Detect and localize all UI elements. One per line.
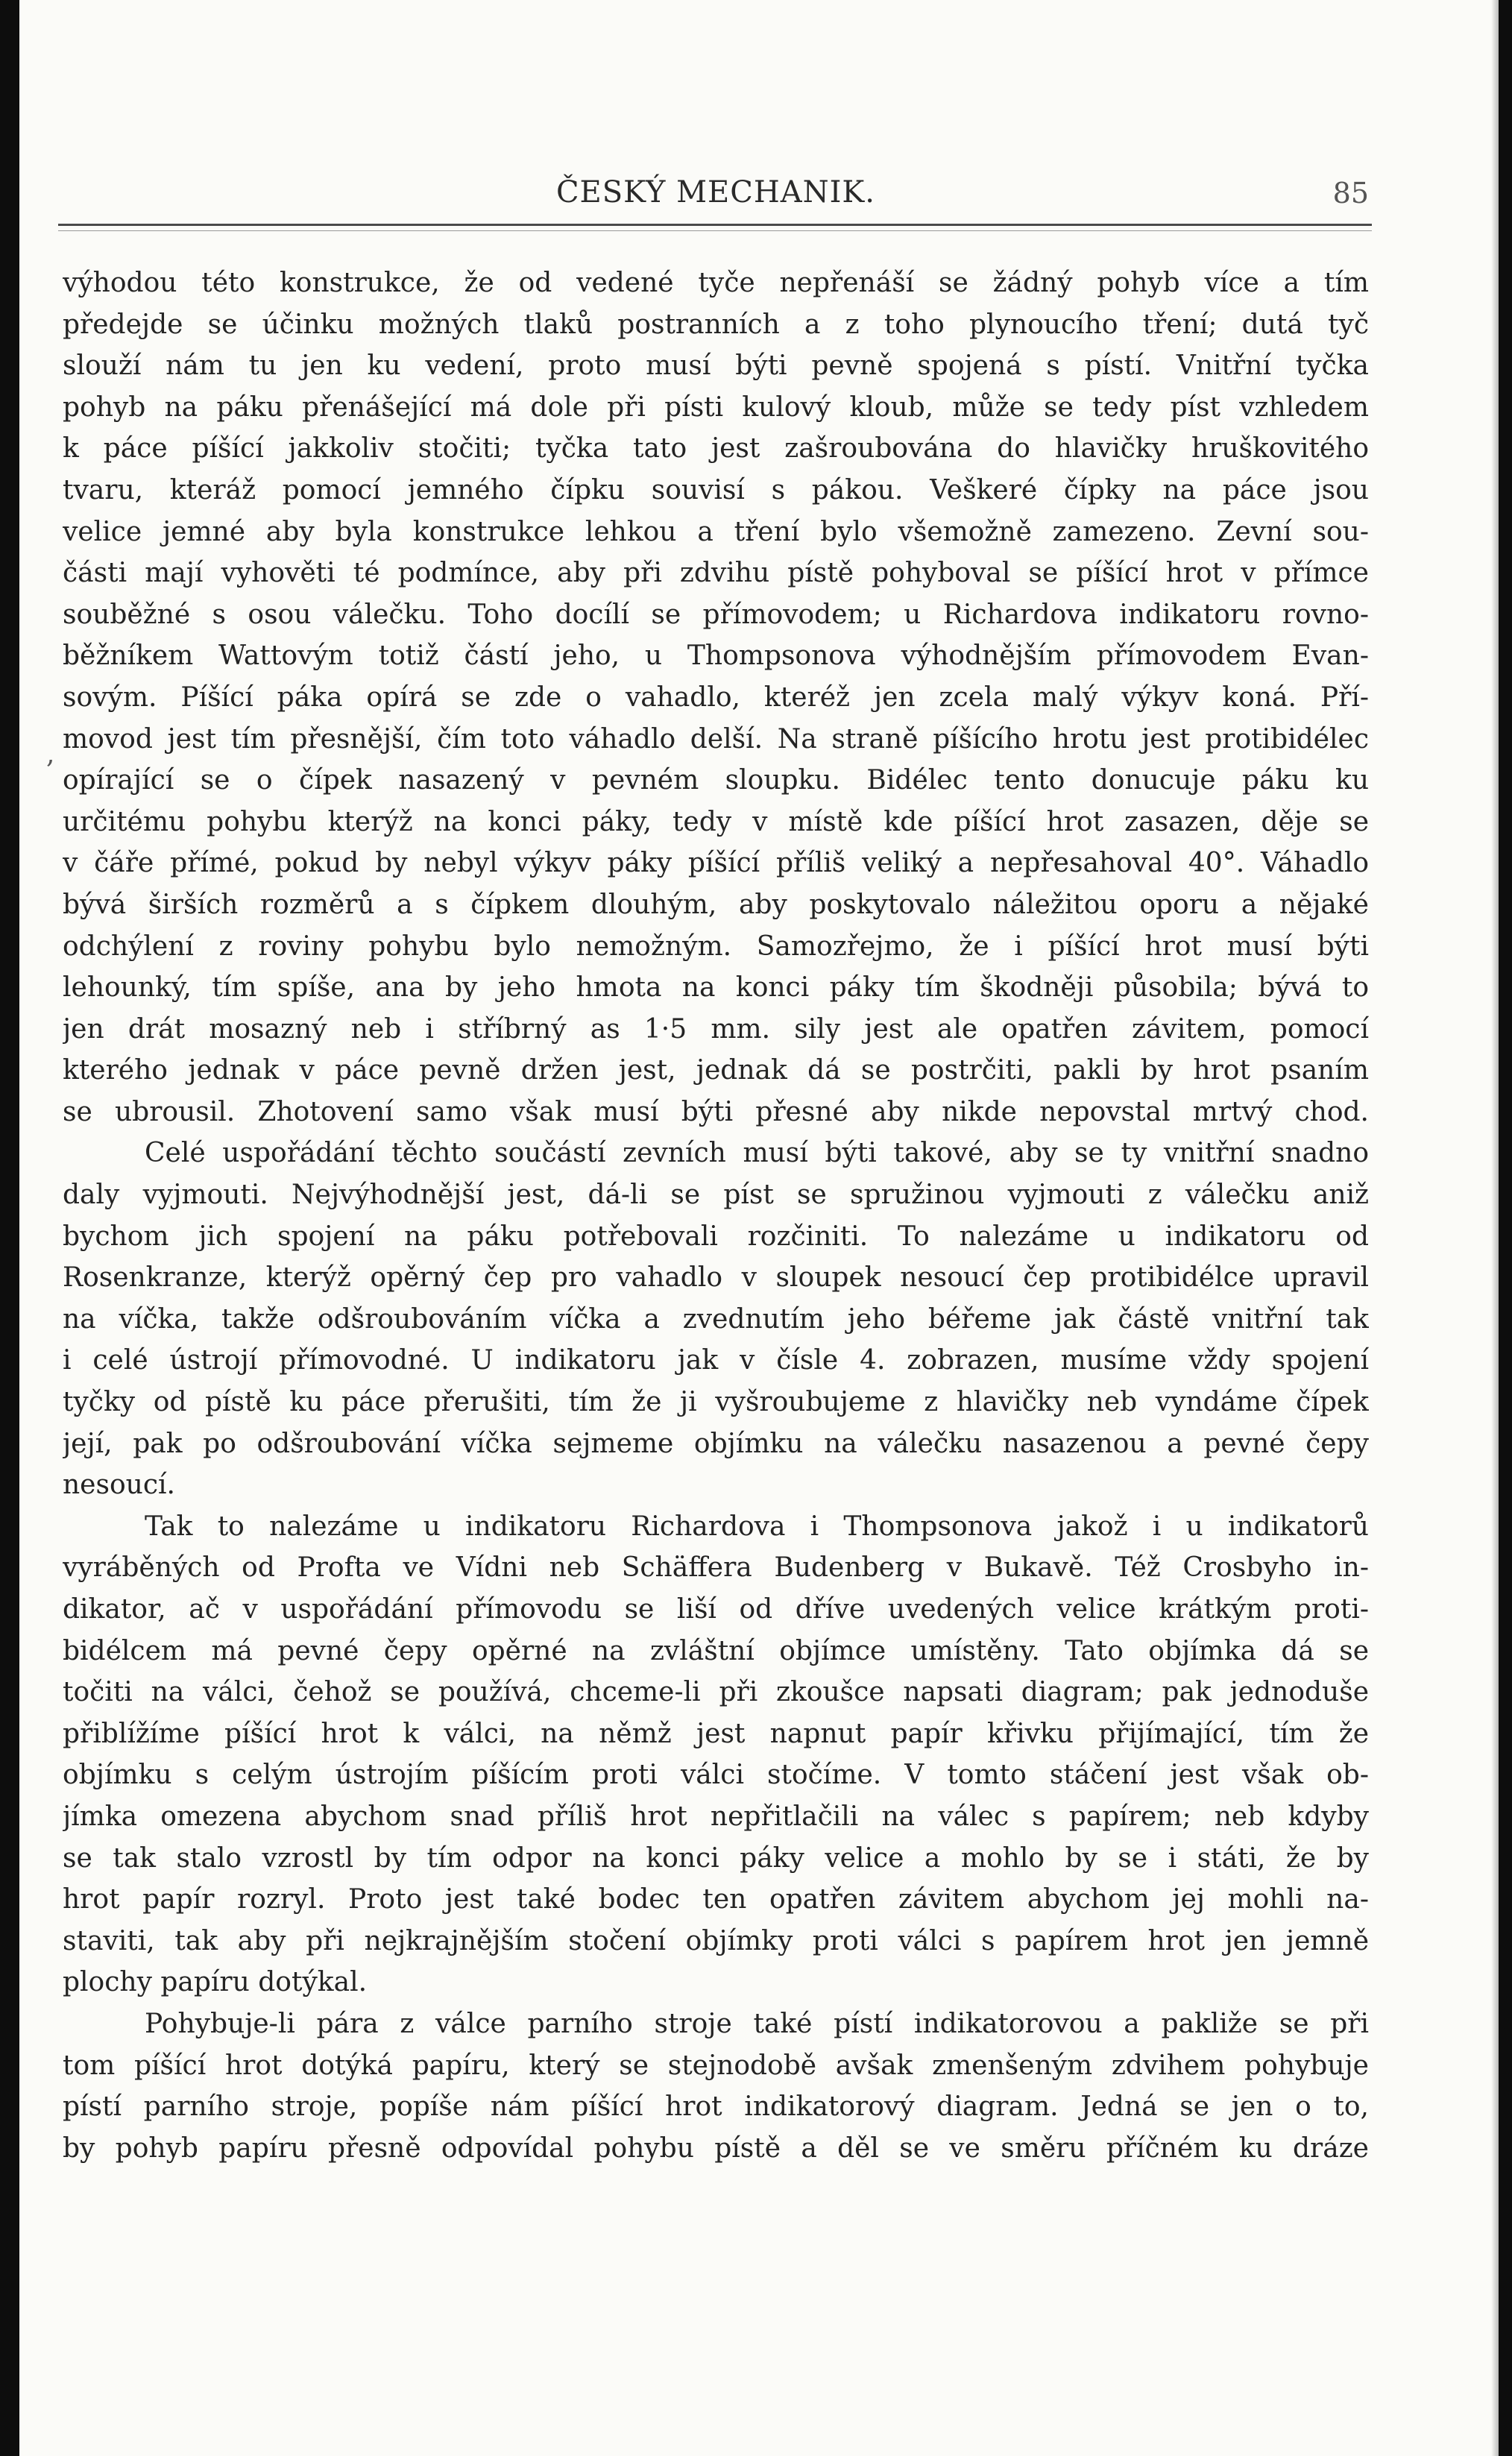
- text-line: i celé ústrojí přímovodné. U indikatoru jak v čísle 4. zobrazen, musíme vždy spojení: [63, 1345, 1369, 1376]
- paragraph-end-line: nesoucí.: [63, 1470, 175, 1501]
- text-line: části mají vyhověti té podmínce, aby při zdvihu pístě pohyboval se píšící hrot v přímce: [63, 558, 1369, 589]
- paragraph-end-line: plochy papíru dotýkal.: [63, 1967, 368, 1998]
- text-line: k páce píšící jakkoliv stočiti; tyčka tato jest zašroubována do hlavičky hruškovitého: [63, 433, 1369, 465]
- text-line: tom píšící hrot dotýká papíru, který se stejnodobě avšak zmenšeným zdvihem pohybuje: [63, 2050, 1369, 2081]
- running-header: [63, 175, 1369, 217]
- paragraph-start-line: Celé uspořádání těchto součástí zevních musí býti takové, aby se ty vnitřní snadno: [145, 1138, 1369, 1169]
- text-line: určitému pohybu kterýž na konci páky, tedy v místě kde píšící hrot zasazen, děje se: [63, 806, 1369, 837]
- text-line: se tak stalo vzrostl by tím odpor na konci páky velice a mohlo by se i státi, že by: [63, 1842, 1369, 1874]
- text-line: souběžné s osou válečku. Toho docílí se přímovodem; u Richardova indikatoru rovno-: [63, 599, 1369, 630]
- scan-edge-right: [1499, 0, 1512, 2456]
- text-line: přiblížíme píšící hrot k válci, na němž jest napnut papír křivku přijímající, tím že: [63, 1718, 1369, 1749]
- text-line: slouží nám tu jen ku vedení, proto musí býti pevně spojená s pístí. Vnitřní tyčka: [63, 350, 1369, 382]
- text-line: objímku s celým ústrojím píšícím proti válci stočíme. V tomto stáčení jest však ob-: [63, 1760, 1369, 1791]
- text-line: se ubrousil. Zhotovení samo však musí býti přesné aby nikde nepovstal mrtvý chod.: [63, 1096, 1369, 1127]
- text-line: tyčky od pístě ku páce přerušiti, tím že ji vyšroubujeme z hlavičky neb vyndáme čípek: [63, 1387, 1369, 1418]
- scan-edge-left: [0, 0, 19, 2456]
- text-line: bychom jich spojení na páku potřebovali rozčiniti. To nalezáme u indikatoru od: [63, 1221, 1369, 1252]
- text-line: bidélcem má pevné čepy opěrné na zvláštní objímce umístěny. Tato objímka dá se: [63, 1635, 1369, 1666]
- text-line: hrot papír rozryl. Proto jest také bodec ten opatřen závitem abychom jej mohli na-: [63, 1884, 1369, 1915]
- text-line: movod jest tím přesnější, čím toto váhadlo delší. Na straně píšícího hrotu jest protibidélec: [63, 723, 1369, 755]
- text-line: kterého jednak v páce pevně držen jest, jednak dá se postrčiti, pakli by hrot psaním: [63, 1055, 1369, 1086]
- text-line: lehounký, tím spíše, ana by jeho hmota na konci páky tím škodněji působila; bývá to: [63, 972, 1369, 1004]
- running-title: ČESKÝ MECHANIK.: [555, 175, 876, 210]
- text-line: pohyb na páku přenášející má dole při písti kulový kloub, může se tedy píst vzhledem: [63, 391, 1369, 423]
- text-line: bývá širších rozměrů a s čípkem dlouhým, aby poskytovalo náležitou oporu a nějaké: [63, 889, 1369, 920]
- text-line: sovým. Píšící páka opírá se zde o vahadlo, kteréž jen zcela malý výkyv koná. Pří-: [63, 681, 1369, 713]
- body-text: [63, 262, 1369, 2169]
- text-line: jímka omezena abychom snad příliš hrot nepřitlačili na válec s papírem; neb kdyby: [63, 1801, 1369, 1832]
- text-line: odchýlení z roviny pohybu bylo nemožným. Samozřejmo, že i píšící hrot musí býti: [63, 931, 1369, 962]
- text-line: staviti, tak aby při nejkrajnějším stočení objímky proti válci s papírem hrot jen jemně: [63, 1925, 1369, 1956]
- paragraph-start-line: Pohybuje-li pára z válce parního stroje také pístí indikatorovou a pakliže se při: [145, 2008, 1369, 2039]
- text-line: Rosenkranze, kterýž opěrný čep pro vahadlo v sloupek nesoucí čep protibidélce upravil: [63, 1262, 1369, 1294]
- text-line: předejde se účinku možných tlaků postranních a z toho plynoucího tření; dutá tyč: [63, 309, 1369, 340]
- text-line: daly vyjmouti. Nejvýhodnější jest, dá-li se píst se spružinou vyjmouti z válečku aniž: [63, 1180, 1369, 1211]
- text-line: dikator, ač v uspořádání přímovodu se liší od dříve uvedených velice krátkým proti-: [63, 1594, 1369, 1625]
- text-line: běžníkem Wattovým totiž částí jeho, u Thompsonova výhodnějším přímovodem Evan-: [63, 640, 1369, 672]
- scan-edge-shadow: [1491, 0, 1499, 2456]
- text-line: by pohyb papíru přesně odpovídal pohybu pístě a děl se ve směru příčném ku dráze: [63, 2132, 1369, 2164]
- text-line: na víčka, takže odšroubováním víčka a zvednutím jeho béřeme jak částě vnitřní tak: [63, 1303, 1369, 1335]
- header-rule-thick: [58, 224, 1372, 226]
- text-line: její, pak po odšroubování víčka sejmeme objímku na válečku nasazenou a pevné čepy: [63, 1428, 1369, 1459]
- text-line: v čáře přímé, pokud by nebyl výkyv páky píšící příliš veliký a nepřesahoval 40°. Váhadlo: [63, 848, 1369, 879]
- text-line: jen drát mosazný neb i stříbrný as 1·5 mm. sily jest ale opatřen závitem, pomocí: [63, 1013, 1369, 1045]
- text-line: točiti na válci, čehož se používá, chceme-li při zkoušce napsati diagram; pak jednoduše: [63, 1677, 1369, 1708]
- header-rule-thin: [58, 230, 1372, 231]
- page-number: 85: [1332, 177, 1369, 210]
- text-line: pístí parního stroje, popíše nám píšící hrot indikatorový diagram. Jedná se jen o to,: [63, 2091, 1369, 2123]
- margin-mark: ,: [46, 739, 55, 769]
- text-line: vyráběných od Profta ve Vídni neb Schäffera Budenberg v Bukavě. Též Crosbyho in-: [63, 1552, 1369, 1584]
- text-line: velice jemné aby byla konstrukce lehkou a tření bylo všemožně zamezeno. Zevní sou-: [63, 516, 1369, 547]
- text-line: výhodou této konstrukce, že od vedené tyče nepřenáší se žádný pohyb více a tím: [63, 268, 1369, 298]
- paragraph-start-line: Tak to nalezáme u indikatoru Richardova i Thompsonova jakož i u indikatorů: [145, 1511, 1369, 1542]
- text-line: tvaru, kteráž pomocí jemného čípku souvisí s pákou. Veškeré čípky na páce jsou: [63, 474, 1369, 506]
- text-line: opírající se o čípek nasazený v pevném sloupku. Bidélec tento donucuje páku ku: [63, 765, 1369, 796]
